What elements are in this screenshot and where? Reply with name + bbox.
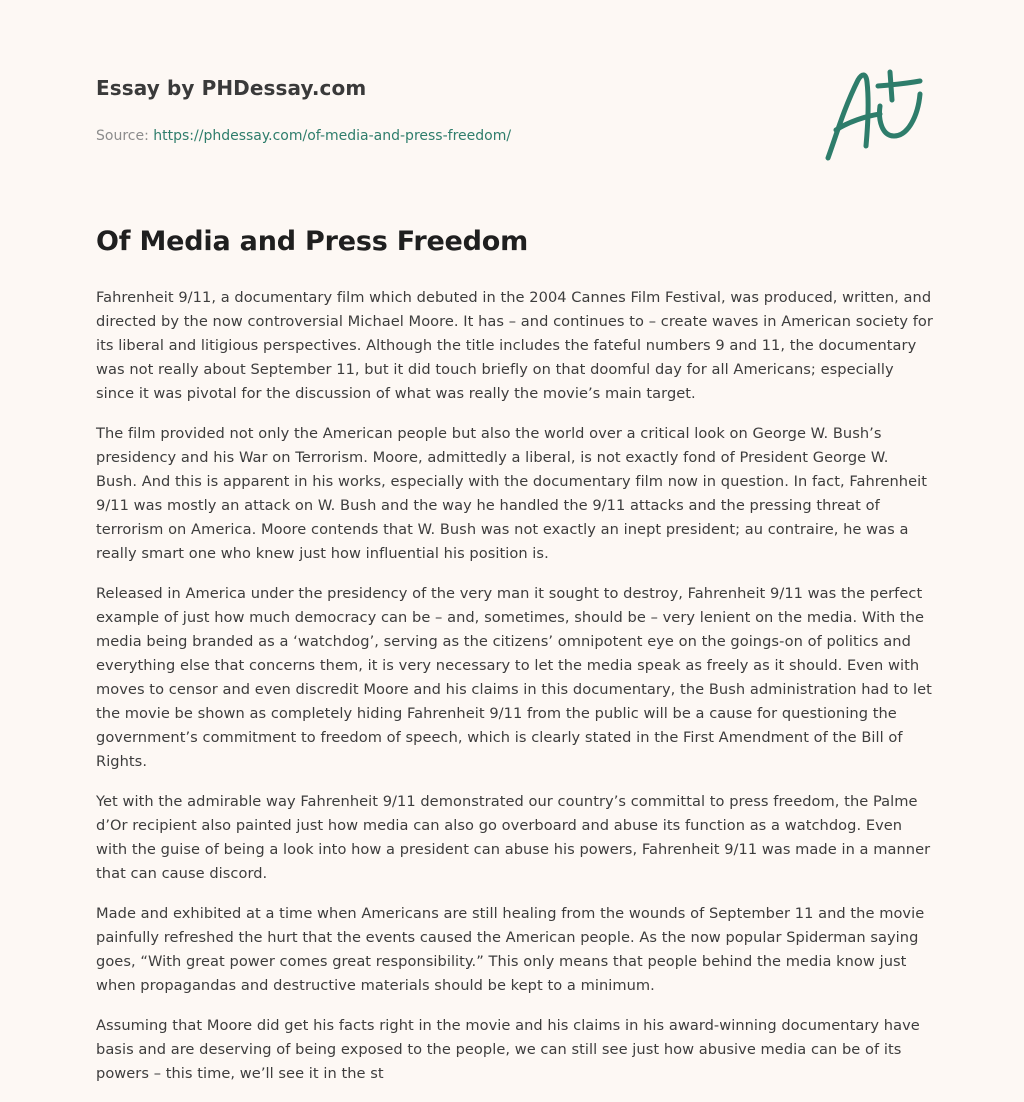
- source-label: Source:: [96, 128, 149, 144]
- site-title: Essay by PHDessay.com: [96, 76, 367, 100]
- paragraph: The film provided not only the American people but also the world over a critical look on George W. Bush’s presidency and his War on Terrorism. Moore, admittedly a liberal, is not exactly fond of President George W. Bush. And this is apparent in his works, especially with the documentary film now in question. In fact, Fahrenheit 9/11 was mostly an attack on W. Bush and the way he handled the 9/11 attacks and the pressing threat of terrorism on America. Moore contends that W. Bush was not exactly an inept president; au contraire, he was a really smart one who knew just how influential his position is.: [96, 425, 928, 562]
- paragraph: Fahrenheit 9/11, a documentary film which debuted in the 2004 Cannes Film Festival, was produced, written, and directed by the now controversial Michael Moore. It has – and continues to – create waves in American society for its liberal and litigious perspectives. Although the title includes the fateful numbers 9 and 11, the documentary was not really about September 11, but it did touch briefly on that doomful day for all Americans; especially since it was pivotal for the discussion of what was really the movie’s main target.: [96, 289, 933, 402]
- page-header: [96, 76, 796, 144]
- paragraph: Yet with the admirable way Fahrenheit 9/11 demonstrated our country’s committal to press freedom, the Palme d’Or recipient also painted just how media can also go overboard and abuse its function as a watchdog. Even with the guise of being a look into how a president can abuse his powers, Fahrenheit 9/11 was made in a manner that can cause discord.: [96, 793, 931, 882]
- a-plus-grade-logo-icon: [822, 66, 928, 166]
- paragraph: Made and exhibited at a time when Americans are still healing from the wounds of September 11 and the movie painfully refreshed the hurt that the events caused the American people. As the now popular Spiderman saying goes, “With great power comes great responsibility.” This only means that people behind the media know just when propagandas and destructive materials should be kept to a minimum.: [96, 905, 925, 994]
- source-link[interactable]: https://phdessay.com/of-media-and-press-freedom/: [153, 128, 512, 144]
- paragraph: Released in America under the presidency of the very man it sought to destroy, Fahrenheit 9/11 was the perfect example of just how much democracy can be – and, sometimes, should be – very lenient on the media. With the media being branded as a ‘watchdog’, serving as the citizens’ omnipotent eye on the goings-on of politics and everything else that concerns them, it is very necessary to let the media speak as freely as it should. Even with moves to censor and even discredit Moore and his claims in this documentary, the Bush administration had to let the movie be shown as completely hiding Fahrenheit 9/11 from the public will be a cause for questioning the government’s commitment to freedom of speech, which is clearly stated in the First Amendment of the Bill of Rights.: [96, 585, 932, 770]
- source-line: [96, 128, 796, 144]
- essay-title: Of Media and Press Freedom: [96, 226, 529, 257]
- essay-body: [96, 286, 934, 1102]
- paragraph: Assuming that Moore did get his facts right in the movie and his claims in his award-winning documentary have basis and are deserving of being exposed to the people, we can still see just how abusive media can be of its powers – this time, we’ll see it in the st: [96, 1017, 920, 1082]
